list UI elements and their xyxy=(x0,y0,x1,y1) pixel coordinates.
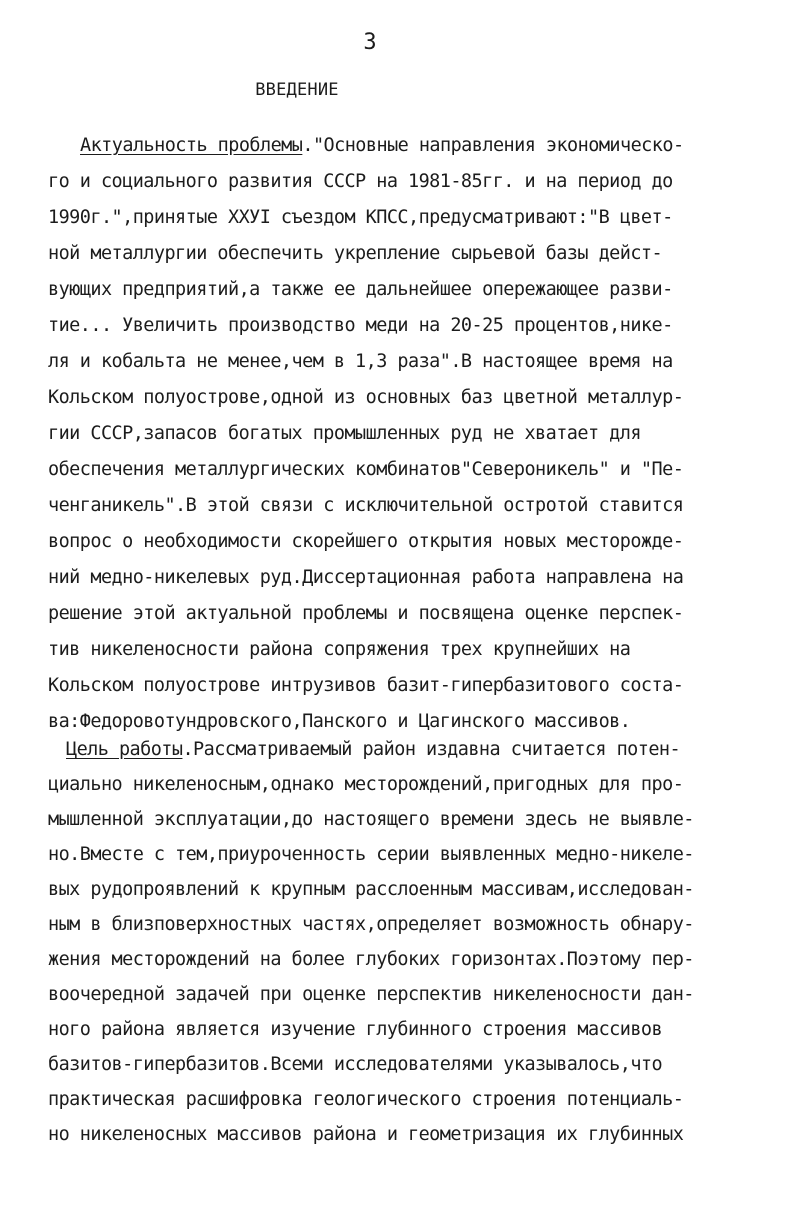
paragraph-line: но.Вместе с тем,приуроченность серии выявленных медно-никеле- xyxy=(48,844,694,865)
paragraph-line: обеспечения металлургических комбинатов"Североникель" и "Пе- xyxy=(48,459,684,480)
paragraph-line: мышленной эксплуатации,до настоящего времени здесь не выявле- xyxy=(48,809,694,830)
paragraph-line xyxy=(66,738,680,762)
paragraph-line: вых рудопроявлений к крупным расслоенным массивам,исследован- xyxy=(48,879,694,900)
paragraph-line: ной металлургии обеспечить укрепление сырьевой базы дейст- xyxy=(48,243,663,264)
paragraph-line xyxy=(80,134,684,158)
paragraph-text: ."Основные направления экономическо- xyxy=(302,135,684,156)
paragraph-line: тие... Увеличить производство меди на 20-25 процентов,нике- xyxy=(48,315,673,336)
paragraph-line: ва:Федоровотундровского,Панского и Цагинского массивов. xyxy=(48,711,631,732)
paragraph-line: воочередной задачей при оценке перспектив никеленосности дан- xyxy=(48,984,694,1005)
paragraph-line: 1990г.",принятые XXУI съездом КПСС,предусматривают:"В цвет- xyxy=(48,207,673,228)
page-number: 3 xyxy=(363,30,377,55)
section-label-relevance: Актуальность проблемы xyxy=(80,135,303,156)
section-label-goal: Цель работы xyxy=(66,739,183,760)
paragraph-line: го и социального развития СССР на 1981-85гг. и на период до xyxy=(48,171,673,192)
paragraph-line: ченганикель".В этой связи с исключительной остротой ставится xyxy=(48,495,684,516)
paragraph-line: вопрос о необходимости скорейшего открытия новых месторожде- xyxy=(48,531,684,552)
paragraph-line: практическая расшифровка геологического строения потенциаль- xyxy=(48,1089,684,1110)
section-heading: ВВЕДЕНИЕ xyxy=(255,80,339,100)
paragraph-line: базитов-гипербазитов.Всеми исследователями указывалось,что xyxy=(48,1054,663,1075)
paragraph-line: но никеленосных массивов района и геометризация их глубинных xyxy=(48,1124,684,1145)
paragraph-line: Кольском полуострове,одной из основных баз цветной металлур- xyxy=(48,387,684,408)
paragraph-line: тив никеленосности района сопряжения трех крупнейших на xyxy=(48,639,631,660)
paragraph-line: решение этой актуальной проблемы и посвящена оценке перспек- xyxy=(48,603,684,624)
paragraph-line: ний медно-никелевых руд.Диссертационная работа направлена на xyxy=(48,567,684,588)
paragraph-line: вующих предприятий,а также ее дальнейшее опережающее разви- xyxy=(48,279,673,300)
paragraph-line: ного района является изучение глубинного строения массивов xyxy=(48,1019,663,1040)
paragraph-line: жения месторождений на более глубоких горизонтах.Поэтому пер- xyxy=(48,949,694,970)
paragraph-line: ля и кобальта не менее,чем в 1,3 раза".В настоящее время на xyxy=(48,351,673,372)
paragraph-line: циально никеленосным,однако месторождений,пригодных для про- xyxy=(48,774,684,795)
paragraph-text: .Рассматриваемый район издавна считается потен- xyxy=(182,739,681,760)
paragraph-line: гии СССР,запасов богатых промышленных руд не хватает для xyxy=(48,423,641,444)
paragraph-line: Кольском полуострове интрузивов базит-гипербазитового соста- xyxy=(48,675,684,696)
paragraph-line: ным в близповерхностных частях,определяет возможность обнару- xyxy=(48,914,694,935)
